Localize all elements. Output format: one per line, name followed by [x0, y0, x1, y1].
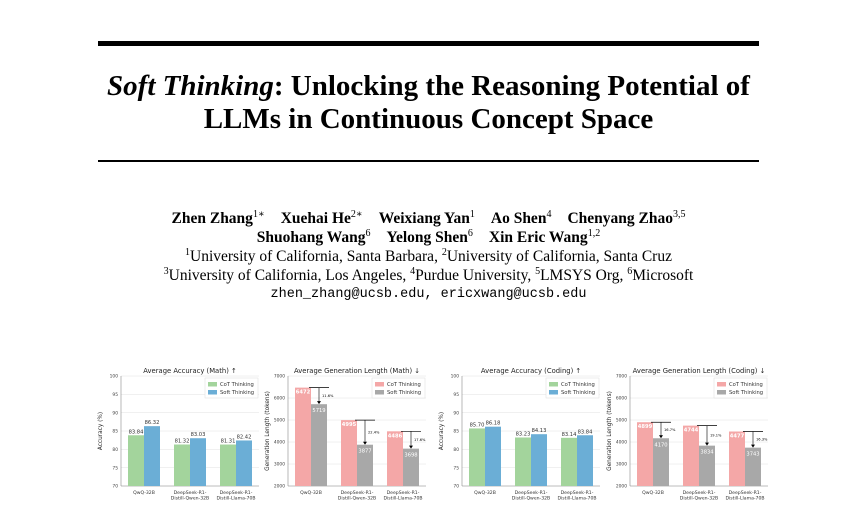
author [379, 210, 475, 227]
x-tick-label: Distill-Llama-70B [557, 496, 597, 502]
value-label: 81.32 [174, 438, 190, 445]
author-affil-mark: 4 [546, 208, 552, 220]
chart-3 [436, 364, 604, 514]
bar [311, 404, 327, 486]
affil-mark: 5 [535, 265, 541, 277]
x-tick-label: DeepSeek-R1- [682, 491, 716, 496]
value-label: 4170 [654, 442, 668, 449]
affil-mark: 2 [441, 246, 447, 258]
author [491, 210, 552, 227]
y-tick-label: 7000 [273, 374, 285, 380]
author-name: Chenyang Zhao [567, 210, 673, 227]
bar [220, 445, 236, 486]
x-tick-label: DeepSeek-R1- [514, 491, 548, 496]
author-name: Weixiang Yan [378, 210, 470, 227]
bar [485, 427, 501, 486]
author-affil-mark: 1,2 [587, 227, 601, 239]
value-label: 5719 [312, 408, 326, 415]
y-tick-label: 2000 [273, 484, 285, 490]
bar [577, 435, 593, 486]
x-tick-label: Distill-Llama-70B [383, 496, 423, 502]
x-tick-label: QwQ-32B [642, 491, 664, 496]
legend-swatch [375, 382, 384, 387]
value-label: 86.32 [144, 420, 160, 427]
author-list-row2 [98, 228, 759, 247]
chart-title: Average Generation Length (Math) ↓ [294, 367, 420, 375]
legend-label: CoT Thinking [729, 382, 763, 389]
author [257, 229, 371, 246]
bottom-rule [98, 160, 759, 162]
y-tick-label: 80 [112, 447, 118, 453]
y-tick-label: 3000 [273, 462, 285, 468]
top-rule [98, 41, 759, 46]
value-label: 83.84 [128, 429, 144, 436]
affil-name: University of California, Santa Barbara, [190, 248, 442, 265]
reduction-arrowhead [659, 435, 663, 438]
legend-swatch [717, 390, 726, 395]
y-tick-label: 2000 [615, 484, 627, 490]
value-label: 4486 [387, 433, 403, 440]
bar [387, 431, 403, 486]
value-label: 83.03 [190, 432, 206, 439]
paper-title [98, 70, 759, 136]
legend-label: Soft Thinking [387, 390, 422, 397]
reduction-label: 22.4% [368, 430, 380, 435]
y-axis-label: Generation Length (tokens) [265, 391, 271, 471]
y-tick-label: 6000 [615, 396, 627, 402]
reduction-label: 16.7% [664, 428, 676, 433]
y-tick-label: 75 [453, 466, 459, 472]
chart-title: Average Generation Length (Coding) ↓ [632, 367, 766, 375]
reduction-arrowhead [751, 445, 755, 448]
legend-swatch [549, 382, 558, 387]
y-axis-label: Accuracy (%) [439, 411, 445, 451]
value-label: 83.84 [577, 429, 593, 436]
author-affil-mark: 1 [469, 208, 475, 220]
y-tick-label: 70 [112, 484, 118, 490]
bar [236, 440, 252, 486]
affil-name: University of California, Santa Cruz [446, 248, 672, 265]
affil-name: Purdue University, [415, 267, 536, 284]
y-axis-label: Generation Length (tokens) [607, 391, 613, 471]
reduction-label: 11.6% [322, 393, 334, 398]
x-tick-label: QwQ-32B [300, 491, 322, 496]
value-label: 84.13 [531, 428, 547, 435]
affil-name: Microsoft [632, 267, 694, 284]
affil-mark: 1 [185, 246, 191, 258]
y-tick-label: 4000 [615, 440, 627, 446]
author-name: Zhen Zhang [171, 210, 253, 227]
x-tick-label: Distill-Llama-70B [216, 496, 256, 502]
x-tick-label: Distill-Qwen-32B [679, 496, 719, 502]
affiliations-row1 [98, 247, 759, 266]
bar [295, 388, 311, 486]
affil-name: LMSYS Org, [540, 267, 628, 284]
y-tick-label: 80 [453, 447, 459, 453]
author-affil-mark: 6 [467, 227, 473, 239]
value-label: 86.18 [485, 420, 501, 427]
bar [174, 444, 190, 486]
value-label: 4744 [683, 427, 699, 434]
value-label: 4995 [341, 422, 357, 429]
bar [531, 434, 547, 486]
affiliations-row2 [98, 266, 759, 285]
author-affil-mark: 2∗ [350, 208, 363, 220]
reduction-label: 16.3% [756, 437, 768, 442]
affil-mark: 3 [163, 265, 169, 277]
chart-1 [95, 364, 263, 514]
legend-swatch [717, 382, 726, 387]
x-tick-label: DeepSeek-R1- [560, 491, 594, 496]
y-tick-label: 5000 [615, 418, 627, 424]
legend-label: Soft Thinking [729, 390, 764, 397]
value-label: 6472 [295, 389, 311, 396]
affil-mark: 4 [410, 265, 416, 277]
legend-label: CoT Thinking [387, 382, 421, 389]
x-tick-label: QwQ-32B [133, 491, 155, 496]
x-tick-label: Distill-Qwen-32B [170, 496, 210, 502]
author-affil-mark: 6 [365, 227, 371, 239]
author-name: Ao Shen [490, 210, 547, 227]
x-tick-label: DeepSeek-R1- [728, 491, 762, 496]
author-affil-mark: 1∗ [252, 208, 265, 220]
value-label: 81.31 [220, 438, 236, 445]
author-name: Yelong Shen [386, 229, 468, 246]
legend-label: Soft Thinking [561, 390, 596, 397]
reduction-label: 19.1% [710, 433, 722, 438]
reduction-label: 17.6% [414, 437, 426, 442]
reduction-arrowhead [363, 442, 367, 445]
y-tick-label: 5000 [273, 418, 285, 424]
author-affil-mark: 3,5 [672, 208, 686, 220]
x-tick-label: DeepSeek-R1- [340, 491, 374, 496]
value-label: 3877 [358, 448, 372, 455]
chart-4 [604, 364, 772, 514]
y-tick-label: 3000 [615, 462, 627, 468]
bar [144, 426, 160, 486]
y-tick-label: 85 [112, 429, 118, 435]
x-tick-label: DeepSeek-R1- [219, 491, 253, 496]
bar [683, 426, 699, 486]
value-label: 3698 [404, 452, 418, 459]
affil-mark: 6 [627, 265, 633, 277]
reduction-arrowhead [317, 401, 321, 404]
x-tick-label: QwQ-32B [474, 491, 496, 496]
title-line2: LLMs in Continuous Concept Space [203, 103, 654, 135]
value-label: 4477 [729, 433, 745, 440]
value-label: 83.23 [515, 431, 531, 438]
affil-name: University of California, Los Angeles, [168, 267, 411, 284]
y-axis-label: Accuracy (%) [98, 411, 104, 451]
y-tick-label: 100 [450, 374, 459, 380]
legend-label: CoT Thinking [561, 382, 595, 389]
reduction-arrowhead [705, 443, 709, 446]
value-label: 3743 [746, 451, 760, 458]
x-tick-label: DeepSeek-R1- [173, 491, 207, 496]
y-tick-label: 90 [112, 411, 118, 417]
bar [190, 438, 206, 486]
value-label: 85.70 [469, 422, 485, 429]
y-tick-label: 70 [453, 484, 459, 490]
bar [469, 428, 485, 486]
value-label: 83.14 [561, 431, 577, 438]
y-tick-label: 85 [453, 429, 459, 435]
bar [729, 432, 745, 486]
bar [515, 437, 531, 486]
y-tick-label: 75 [112, 466, 118, 472]
author-block [98, 209, 759, 304]
author [567, 210, 685, 227]
y-tick-label: 95 [453, 392, 459, 398]
author [281, 210, 363, 227]
legend-swatch [208, 390, 217, 395]
y-tick-label: 95 [112, 392, 118, 398]
title-italic: Soft Thinking [107, 70, 274, 102]
author-name: Xin Eric Wang [488, 229, 588, 246]
figure-charts [0, 364, 852, 514]
reduction-arrowhead [409, 446, 413, 449]
legend-label: Soft Thinking [220, 390, 255, 397]
bar [128, 435, 144, 486]
value-label: 3834 [700, 449, 714, 456]
chart-title: Average Accuracy (Math) ↑ [143, 367, 237, 375]
bar [637, 422, 653, 486]
x-tick-label: Distill-Llama-70B [725, 496, 765, 502]
bar [561, 438, 577, 486]
x-tick-label: Distill-Qwen-32B [511, 496, 551, 502]
y-tick-label: 6000 [273, 396, 285, 402]
x-tick-label: Distill-Qwen-32B [337, 496, 377, 502]
author-list-row1 [98, 209, 759, 228]
x-tick-label: DeepSeek-R1- [386, 491, 420, 496]
y-tick-label: 7000 [615, 374, 627, 380]
author [489, 229, 600, 246]
legend-swatch [208, 382, 217, 387]
author [387, 229, 473, 246]
legend-swatch [375, 390, 384, 395]
chart-title: Average Accuracy (Coding) ↑ [480, 367, 582, 375]
legend-label: CoT Thinking [220, 382, 254, 389]
y-tick-label: 90 [453, 411, 459, 417]
legend-swatch [549, 390, 558, 395]
author-name: Shuohang Wang [256, 229, 366, 246]
title-rest: : Unlocking the Reasoning Potential of [273, 70, 750, 102]
value-label: 4899 [637, 424, 653, 431]
y-tick-label: 4000 [273, 440, 285, 446]
author [172, 210, 265, 227]
value-label: 82.42 [236, 434, 252, 441]
y-tick-label: 100 [109, 374, 118, 380]
chart-2 [262, 364, 430, 514]
author-emails: zhen_zhang@ucsb.edu, ericxwang@ucsb.edu [270, 287, 587, 302]
author-name: Xuehai He [280, 210, 351, 227]
bar [341, 420, 357, 486]
